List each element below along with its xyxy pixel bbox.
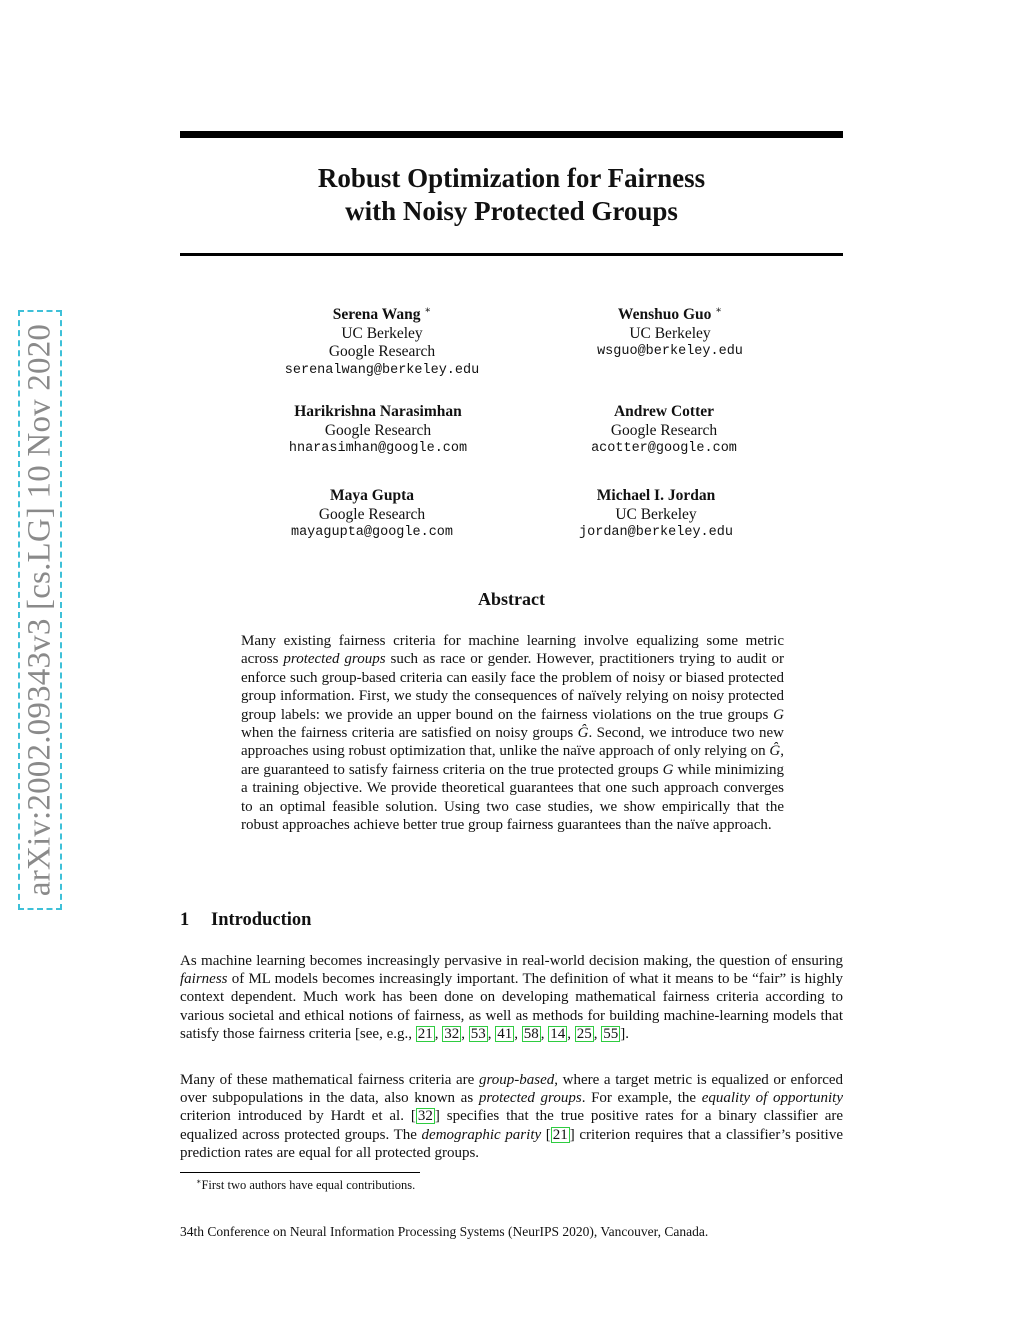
section-number: 1 xyxy=(180,910,190,930)
title-line-1: Robust Optimization for Fairness xyxy=(317,163,706,193)
author-email[interactable]: mayagupta@google.com xyxy=(290,525,454,540)
math-symbol: G xyxy=(662,761,674,778)
citation-link[interactable]: 21 xyxy=(552,1126,568,1143)
body-paragraph: As machine learning becomes increasingly pervasive in real-world decision making, the question of ensuring fairness of ML models becomes increasingly important. The definition of what it means to be “fair” is highly context dependent. Much work has been done on developing mathematical fairness criteria according to various societal and ethical notions of fairness, as well as methods for building machine-learning models that satisfy those fairness criteria [see, e.g., 21 , 32 , 53 , 41 , 58 , 14 , 25 , 55 ]. xyxy=(180,953,843,1042)
author-name: Maya Gupta xyxy=(330,487,414,504)
citation-link[interactable]: 41 xyxy=(497,1025,513,1042)
title-line-2: with Noisy Protected Groups xyxy=(345,196,678,226)
author-block xyxy=(496,487,816,543)
author-affiliation: UC Berkeley xyxy=(341,324,423,342)
author-email[interactable]: wsguo@berkeley.edu xyxy=(597,344,743,360)
title-rule-top xyxy=(180,131,843,138)
author-block xyxy=(222,302,542,380)
author-affiliation: Google Research xyxy=(318,505,426,523)
citation-link[interactable]: 25 xyxy=(576,1025,592,1042)
author-name: Harikrishna Narasimhan xyxy=(294,403,462,420)
author-email[interactable]: acotter@google.com xyxy=(591,441,737,456)
author-affiliation: UC Berkeley xyxy=(615,505,697,523)
abstract-heading: Abstract xyxy=(478,589,545,609)
author-affiliation: Google Research xyxy=(610,421,718,439)
paper-title xyxy=(180,162,843,228)
emphasis: demographic parity xyxy=(421,1126,542,1143)
citation-link[interactable]: 21 xyxy=(417,1025,433,1042)
citation-link[interactable]: 53 xyxy=(470,1025,486,1042)
citation-link[interactable]: 14 xyxy=(550,1025,566,1042)
emphasis: fairness xyxy=(180,971,228,988)
arxiv-id[interactable]: arXiv:2002.09343v3 [cs.LG] 10 Nov 2020 xyxy=(21,323,58,897)
author-affiliation: UC Berkeley xyxy=(629,324,711,342)
citation-link[interactable]: 32 xyxy=(417,1108,433,1125)
citation-link[interactable]: 58 xyxy=(523,1025,539,1042)
emphasis: group-based xyxy=(478,1072,555,1088)
author-email[interactable]: serenalwang@berkeley.edu xyxy=(284,362,480,378)
body-paragraph: Many of these mathematical fairness criteria are group-based, where a target metric is equalized or enforced over subpopulations in the data, also known as protected groups. For example, the equality of opportunity criterion introduced by Hardt et al. [ 32 ] specifies that the true positive rates for a binary classifier are equalized across protected groups. The demographic parity [ 21 ] criterion requires that a classifier’s positive prediction rates are equal for all protected groups. xyxy=(180,1072,844,1161)
section-heading xyxy=(180,910,311,931)
author-name: Serena Wang xyxy=(332,306,421,324)
equal-contribution-mark: ∗ xyxy=(424,305,432,316)
math-symbol: Ĝ xyxy=(577,725,589,742)
author-name: Wenshuo Guo xyxy=(617,306,712,324)
author-block xyxy=(212,487,532,543)
author-block xyxy=(218,403,538,459)
author-email[interactable]: hnarasimhan@google.com xyxy=(288,441,468,456)
abstract-body: Many existing fairness criteria for machine learning involve equalizing some metric across protected groups such as race or gender. However, practitioners trying to audit or enforce such group-based criteria can easily face the problem of noisy or biased protected group information. First, we study the consequences of naïvely relying on noisy protected group labels: we provide an upper bound on the fairness violations on the true groups G when the fairness criteria are satisfied on noisy groups Ĝ. Second, we introduce two new approaches using robust optimization that, unlike the naïve approach of only relying on Ĝ, are guaranteed to satisfy fairness criteria on the true protected groups G while minimizing a training objective. We provide theoretical guarantees that one such approach converges to an optimal feasible solution. Using two case studies, we show empirically that the robust approaches achieve better true group fairness guarantees than the naïve approach. xyxy=(241,633,784,834)
citation-link[interactable]: 55 xyxy=(603,1025,619,1042)
author-affiliation: Google Research xyxy=(328,343,436,361)
arxiv-stamp[interactable] xyxy=(18,310,62,910)
math-symbol: Ĝ xyxy=(769,743,781,760)
citation-link[interactable]: 32 xyxy=(444,1025,460,1042)
section-title: Introduction xyxy=(211,910,312,930)
emphasis: protected groups xyxy=(478,1090,582,1107)
emphasis: equality of opportunity xyxy=(701,1090,843,1107)
footnote xyxy=(196,1177,415,1193)
author-affiliation: Google Research xyxy=(324,421,432,439)
footnote-mark: ∗ xyxy=(196,1177,202,1186)
math-symbol: G xyxy=(773,706,784,723)
title-rule-bottom xyxy=(180,253,843,256)
footnote-text: First two authors have equal contributions. xyxy=(201,1178,416,1193)
equal-contribution-mark: ∗ xyxy=(715,305,723,316)
footnote-rule xyxy=(180,1172,420,1173)
author-block xyxy=(504,403,824,459)
author-name: Michael I. Jordan xyxy=(596,487,716,504)
venue-line: 34th Conference on Neural Information Processing Systems (NeurIPS 2020), Vancouver, Canada. xyxy=(180,1224,709,1239)
emphasis: protected groups xyxy=(283,651,386,668)
author-block xyxy=(510,302,830,362)
author-email[interactable]: jordan@berkeley.edu xyxy=(579,525,733,540)
author-name: Andrew Cotter xyxy=(613,403,714,420)
